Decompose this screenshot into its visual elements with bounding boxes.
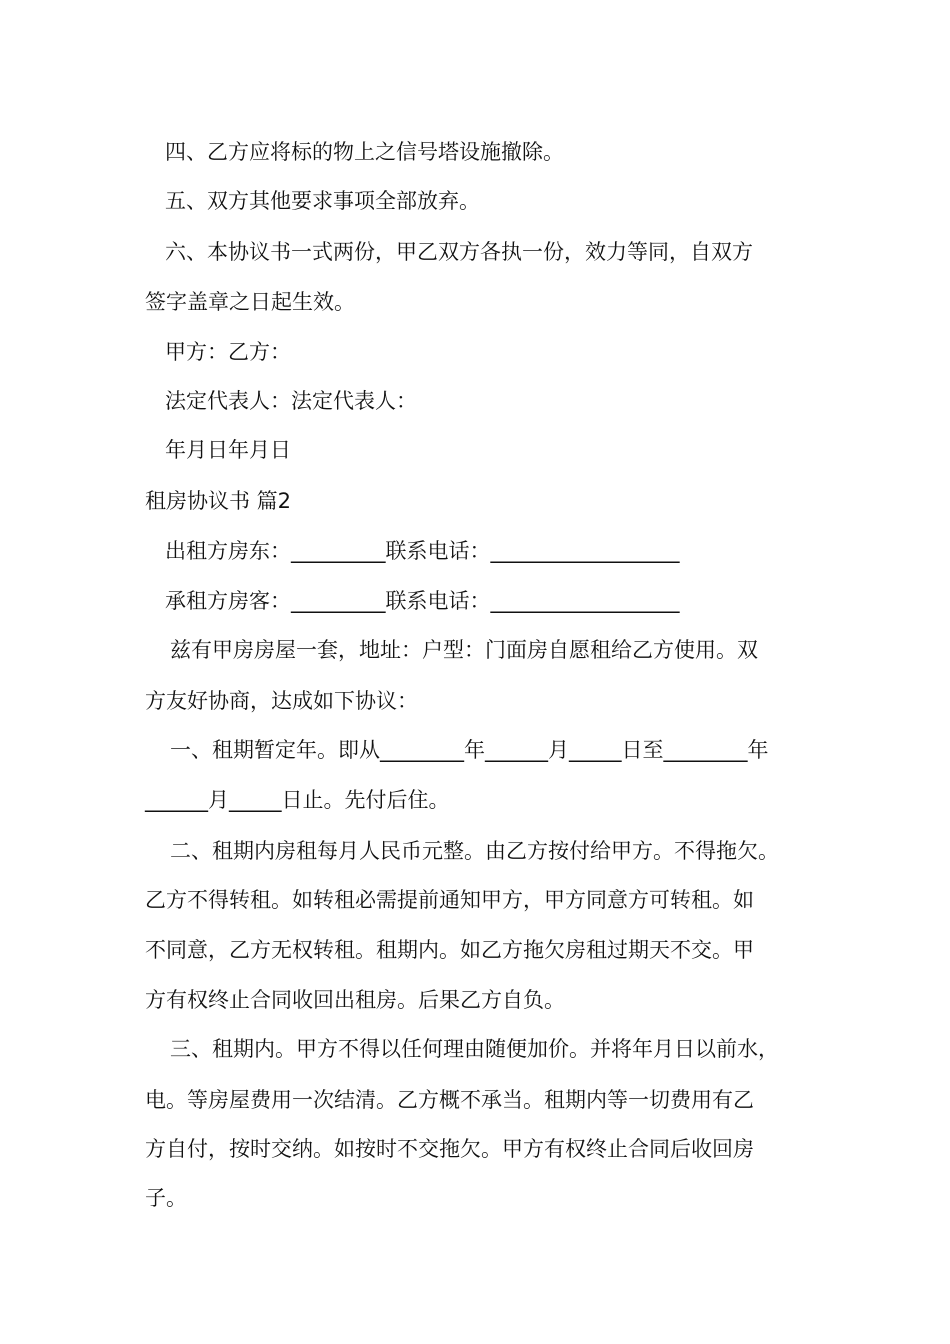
clause-two-line-4: 方有权终止合同收回出租房。后果乙方自负。	[145, 988, 565, 1012]
clause-three-line-1: 三、租期内。甲方不得以任何理由随便加价。并将年月日以前水，	[170, 1037, 779, 1061]
signature-parties: 甲方：乙方：	[165, 340, 291, 364]
clause-three-line-4: 子。	[145, 1186, 187, 1210]
intro-line-1: 兹有甲房房屋一套，地址：户型：门面房自愿租给乙方使用。双	[170, 638, 758, 662]
tenant-line: 承租方房客：_________联系电话：__________________	[165, 589, 680, 613]
clause-six-line-2: 签字盖章之日起生效。	[145, 290, 355, 314]
clause-two-line-2: 乙方不得转租。如转租必需提前通知甲方，甲方同意方可转租。如	[145, 888, 754, 912]
section-title: 租房协议书 篇2	[145, 489, 292, 513]
clause-three-line-2: 电。等房屋费用一次结清。乙方概不承当。租期内等一切费用有乙	[145, 1088, 754, 1112]
clause-two-line-3: 不同意，乙方无权转租。租期内。如乙方拖欠房租过期天不交。甲	[145, 938, 754, 962]
clause-six-line-1: 六、本协议书一式两份，甲乙双方各执一份，效力等同，自双方	[165, 240, 753, 264]
signature-dates: 年月日年月日	[165, 438, 291, 462]
clause-two-line-1: 二、租期内房租每月人民币元整。由乙方按付给甲方。不得拖欠。	[170, 839, 779, 863]
clause-three-line-3: 方自付，按时交纳。如按时不交拖欠。甲方有权终止合同后收回房	[145, 1137, 754, 1161]
clause-five: 五、双方其他要求事项全部放弃。	[165, 189, 480, 213]
legal-representatives: 法定代表人：法定代表人：	[165, 389, 417, 413]
landlord-line: 出租方房东：_________联系电话：__________________	[165, 539, 680, 563]
clause-one-line-1: 一、租期暂定年。即从________年______月_____日至________年	[170, 738, 769, 762]
clause-four: 四、乙方应将标的物上之信号塔设施撤除。	[165, 140, 564, 164]
clause-one-line-2: ______月_____日止。先付后住。	[145, 788, 450, 812]
intro-line-2: 方友好协商，达成如下协议：	[145, 689, 418, 713]
